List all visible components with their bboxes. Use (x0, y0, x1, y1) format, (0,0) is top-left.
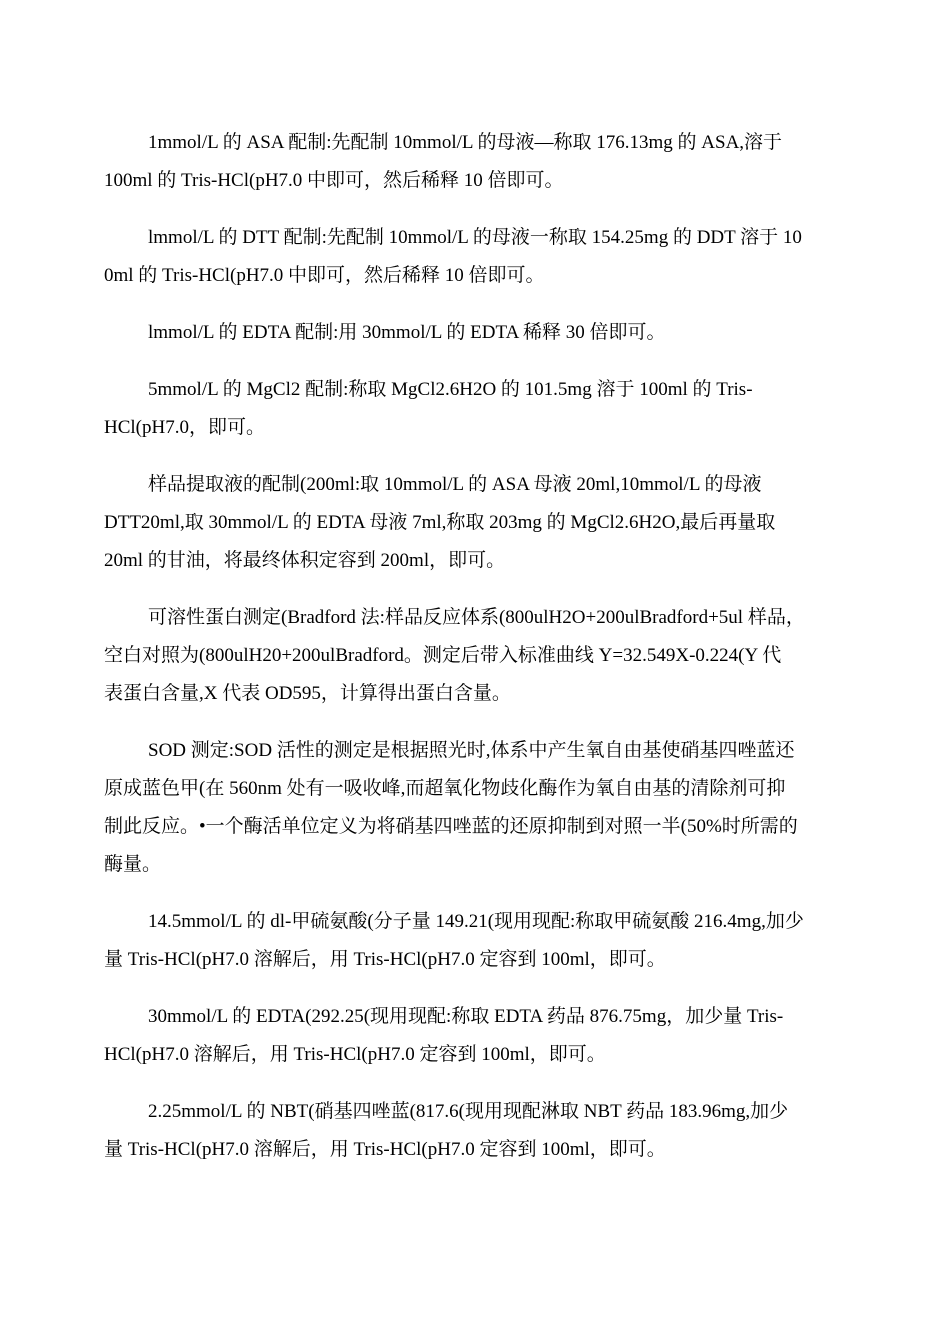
text-line: 酶量。 (104, 854, 162, 875)
paragraph-edta-stock (104, 998, 848, 1074)
paragraph-methionine (104, 903, 848, 979)
text-line: 原成蓝色甲(在 560nm 处有一吸收峰,而超氧化物歧化酶作为氧自由基的清除剂可抑 (104, 778, 786, 799)
text-line: lmmol/L 的 EDTA 配制:用 30mmol/L 的 EDTA 稀释 30 倍即可。 (148, 322, 666, 343)
text-line: 可溶性蛋白测定(Bradford 法:样品反应体系(800ulH2O+200ulBradford+5ul 样品， (148, 607, 805, 628)
text-line: 14.5mmol/L 的 dl-甲硫氨酸(分子量 149.21(现用现配:称取甲硫氨酸 216.4mg,加少 (148, 911, 804, 932)
text-line: HCl(pH7.0 溶解后，用 Tris-HCl(pH7.0 定容到 100ml，即可。 (104, 1044, 606, 1065)
text-line: 空白对照为(800ulH20+200ulBradford。测定后带入标准曲线 Y=32.549X-0.224(Y 代 (104, 645, 782, 666)
paragraph-sod-assay (104, 732, 848, 884)
text-line: 2.25mmol/L 的 NBT(硝基四唑蓝(817.6(现用现配淋取 NBT 药品 183.96mg,加少 (148, 1101, 789, 1122)
text-line: 样品提取液的配制(200ml:取 10mmol/L 的 ASA 母液 20ml,10mmol/L 的母液 (148, 474, 762, 495)
text-line: 制此反应。•一个酶活单位定义为将硝基四唑蓝的还原抑制到对照一半(50%时所需的 (104, 816, 798, 837)
text-line: 100ml 的 Tris-HCl(pH7.0 中即可，然后稀释 10 倍即可。 (104, 170, 564, 191)
text-line: 量 Tris-HCl(pH7.0 溶解后，用 Tris-HCl(pH7.0 定容到 100ml，即可。 (104, 949, 666, 970)
paragraph-nbt-stock (104, 1093, 848, 1169)
text-line: 表蛋白含量,X 代表 OD595，计算得出蛋白含量。 (104, 683, 511, 704)
text-line: 1mmol/L 的 ASA 配制:先配制 10mmol/L 的母液—称取 176.13mg 的 ASA,溶于 (148, 132, 783, 153)
text-line: 量 Tris-HCl(pH7.0 溶解后，用 Tris-HCl(pH7.0 定容到 100ml，即可。 (104, 1139, 666, 1160)
paragraph-asa-preparation (104, 124, 848, 200)
text-line: 20ml 的甘油，将最终体积定容到 200ml，即可。 (104, 550, 506, 571)
document-body (104, 124, 848, 1188)
text-line: 0ml 的 Tris-HCl(pH7.0 中即可，然后稀释 10 倍即可。 (104, 265, 545, 286)
text-line: DTT20ml,取 30mmol/L 的 EDTA 母液 7ml,称取 203mg 的 MgCl2.6H2O,最后再量取 (104, 512, 776, 533)
paragraph-extraction-buffer (104, 466, 848, 580)
text-line: SOD 测定:SOD 活性的测定是根据照光时,体系中产生氧自由基使硝基四唑蓝还 (148, 740, 795, 761)
text-line: 30mmol/L 的 EDTA(292.25(现用现配:称取 EDTA 药品 876.75mg，加少量 Tris- (148, 1006, 784, 1027)
paragraph-dtt-preparation (104, 219, 848, 295)
paragraph-mgcl2-preparation (104, 371, 848, 447)
text-line: lmmol/L 的 DTT 配制:先配制 10mmol/L 的母液一称取 154.25mg 的 DDT 溶于 10 (148, 227, 802, 248)
paragraph-soluble-protein (104, 599, 848, 713)
text-line: 5mmol/L 的 MgCl2 配制:称取 MgCl2.6H2O 的 101.5mg 溶于 100ml 的 Tris- (148, 379, 753, 400)
text-line: HCl(pH7.0，即可。 (104, 417, 265, 438)
paragraph-edta-preparation (104, 314, 848, 352)
